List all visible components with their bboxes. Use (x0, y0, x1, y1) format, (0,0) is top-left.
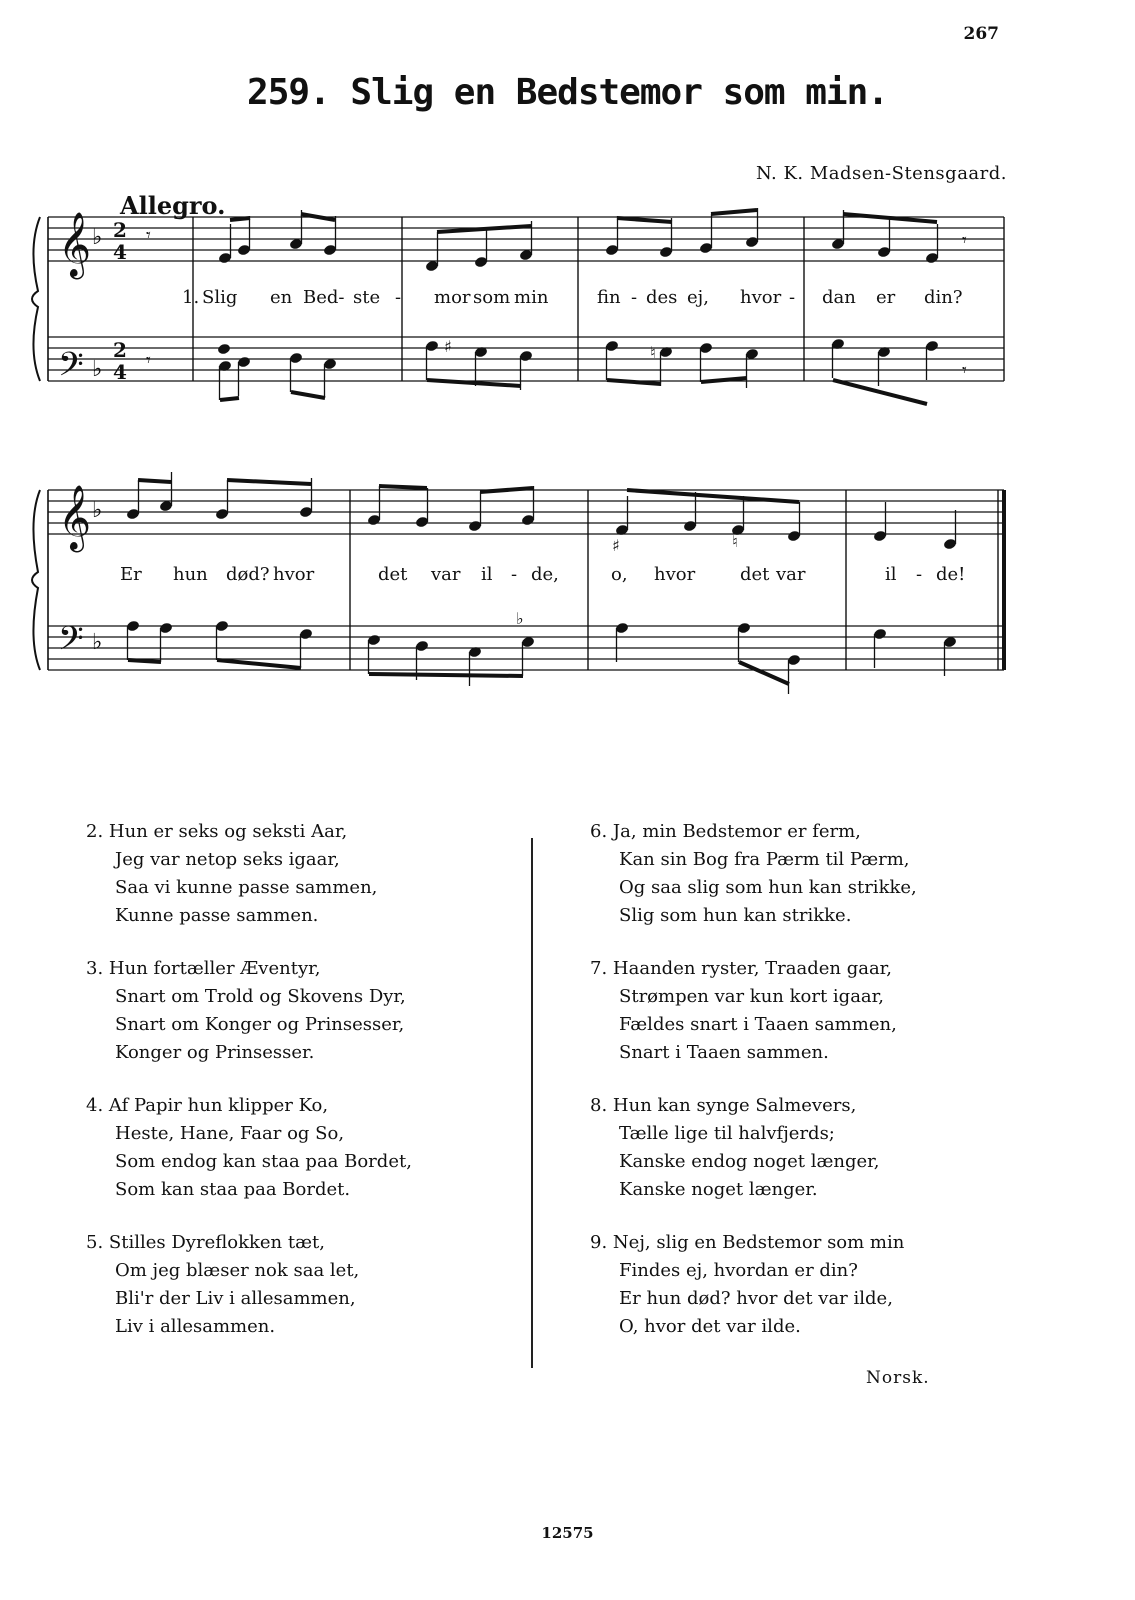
time-signature-bottom: 4 (113, 240, 127, 264)
note-beam (291, 392, 325, 398)
note-beam (138, 480, 171, 482)
verse-line: Snart i Taaen sammen. (619, 1042, 829, 1063)
verse-line: Bli'r der Liv i allesammen, (115, 1288, 356, 1309)
verse-stanza (590, 1092, 880, 1204)
natural-icon: ♮ (650, 343, 656, 362)
lyric-syllable: det (378, 564, 408, 585)
verse-number: 7. (590, 958, 608, 979)
lyric-syllable: er (876, 287, 896, 308)
verse-line (590, 818, 917, 846)
verse-line-text: Hun kan synge Salmevers, (612, 1095, 857, 1116)
verse-line: Findes ej, hvordan er din? (619, 1260, 858, 1281)
lyric-syllable: hun (173, 564, 208, 585)
flat-icon: ♭ (516, 609, 524, 628)
verse-line (590, 1229, 904, 1257)
lyric-syllable: o, (611, 564, 628, 585)
verse-stanza (590, 1229, 904, 1341)
lyric-syllable: 1. (182, 287, 200, 308)
lyric-syllable: il (481, 564, 493, 585)
verse-stanza (590, 955, 897, 1067)
lyric-syllable: en (270, 287, 293, 308)
note-beam (739, 662, 789, 684)
plate-number: 12575 (541, 1524, 594, 1542)
lyric-syllable: det (740, 564, 770, 585)
lyric-syllable: var (431, 564, 461, 585)
verse-line (590, 1092, 880, 1120)
bass-clef-icon: 𝄢 (58, 346, 84, 392)
lyric-syllable: des (646, 287, 678, 308)
verse-line (590, 955, 897, 983)
verse-line: Som endog kan staa paa Bordet, (115, 1151, 412, 1172)
system-brace (32, 217, 40, 381)
verse-line: Kan sin Bog fra Pærm til Pærm, (619, 849, 910, 870)
sharp-icon: ♯ (612, 536, 620, 555)
note-beam (230, 218, 250, 220)
note-beam (833, 380, 927, 404)
lyric-syllable: ej, (687, 287, 709, 308)
tempo-marking: Allegro. (120, 191, 226, 220)
music-score (0, 0, 1135, 720)
verse-line: Strømpen var kun kort igaar, (619, 986, 884, 1007)
note-beam (128, 660, 161, 662)
flat-icon: ♭ (92, 225, 103, 250)
verse-line: Snart om Trold og Skovens Dyr, (115, 986, 406, 1007)
lyric-syllable: var (776, 564, 806, 585)
time-signature-top: 2 (113, 338, 127, 362)
lyric-syllable: Slig (202, 287, 238, 308)
verse-stanza (590, 818, 917, 930)
verse-stanza (86, 1229, 359, 1341)
verse-line-text: Af Papir hun klipper Ko, (108, 1095, 329, 1116)
verse-line: Slig som hun kan strikke. (619, 905, 852, 926)
lyric-syllable: hvor (273, 564, 315, 585)
note-beam (437, 226, 531, 232)
verse-number: 9. (590, 1232, 608, 1253)
verse-number: 6. (590, 821, 608, 842)
verse-line: Jeg var netop seks igaar, (115, 849, 340, 870)
treble-clef-icon: 𝄞 (58, 485, 92, 550)
verse-line: Tælle lige til halvfjerds; (619, 1123, 835, 1144)
lyric-syllable: Bed- (303, 287, 345, 308)
verse-line: Konger og Prinsesser. (115, 1042, 315, 1063)
verse-line: Om jeg blæser nok saa let, (115, 1260, 360, 1281)
composer-credit: N. K. Madsen-Stensgaard. (755, 163, 1007, 184)
verse-line: Kanske noget længer. (619, 1179, 818, 1200)
verse-line: O, hvor det var ilde. (619, 1316, 801, 1337)
verse-number: 5. (86, 1232, 104, 1253)
flat-icon: ♭ (92, 498, 103, 523)
flat-icon: ♭ (92, 630, 103, 655)
flat-icon: ♭ (92, 357, 103, 382)
lyric-syllable: de! (936, 564, 966, 585)
verse-line-text: Haanden ryster, Traaden gaar, (612, 958, 893, 979)
verse-number: 8. (590, 1095, 608, 1116)
lyric-syllable: dan (822, 287, 856, 308)
verse-line: Som kan staa paa Bordet. (115, 1179, 351, 1200)
verse-line: Heste, Hane, Faar og So, (115, 1123, 345, 1144)
song-title: 259. Slig en Bedstemor som min. (247, 72, 888, 113)
verse-line (86, 1092, 412, 1120)
verse-line: Er hun død? hvor det var ilde, (619, 1288, 893, 1309)
lyric-syllable: hvor (654, 564, 696, 585)
lyric-syllable: de, (531, 564, 559, 585)
sharp-icon: ♯ (444, 337, 452, 356)
lyric-syllable: Er (120, 564, 142, 585)
lyric-syllable: - (511, 564, 518, 585)
verse-stanza (86, 1092, 412, 1204)
verse-number: 2. (86, 821, 104, 842)
bass-clef-icon: 𝄢 (58, 620, 84, 666)
verse-line-text: Ja, min Bedstemor er ferm, (612, 821, 861, 842)
note-beam (220, 398, 239, 400)
system-brace (32, 490, 40, 670)
verse-line-text: Hun er seks og seksti Aar, (108, 821, 348, 842)
verse-line-text: Nej, slig en Bedstemor som min (612, 1232, 905, 1253)
verse-line: Snart om Konger og Prinsesser, (115, 1014, 405, 1035)
verse-line (86, 955, 406, 983)
page-number: 267 (963, 24, 999, 44)
verse-line: Saa vi kunne passe sammen, (115, 877, 378, 898)
verse-line: Liv i allesammen. (115, 1316, 276, 1337)
verse-line: Kunne passe sammen. (115, 905, 319, 926)
lyric-syllable: mor (434, 287, 471, 308)
verse-number: 4. (86, 1095, 104, 1116)
verse-line-text: Stilles Dyreflokken tæt, (108, 1232, 325, 1253)
verse-column-divider (531, 838, 533, 1368)
time-signature-top: 2 (113, 218, 127, 242)
note-head (217, 343, 231, 356)
note-beam (617, 218, 672, 222)
treble-clef-icon: 𝄞 (58, 212, 92, 277)
lyric-syllable: - (395, 287, 402, 308)
lyric-syllable: død? (226, 564, 270, 585)
natural-icon: ♮ (732, 532, 738, 551)
lyric-syllable: - (916, 564, 923, 585)
lyric-syllable: som (473, 287, 511, 308)
lyric-syllable: hvor (740, 287, 782, 308)
verse-line-text: Hun fortæller Æventyr, (108, 958, 321, 979)
note-beam (480, 488, 533, 492)
verse-line (86, 818, 377, 846)
verse-stanza (86, 955, 406, 1067)
note-beam (379, 486, 427, 488)
note-beam (217, 660, 301, 668)
verse-line: Kanske endog noget længer, (619, 1151, 880, 1172)
lyric-syllable: ste (353, 287, 381, 308)
note-beam (227, 480, 311, 484)
verse-stanza (86, 818, 377, 930)
verse-line (86, 1229, 359, 1257)
time-signature-bottom: 4 (113, 360, 127, 384)
lyric-syllable: - (789, 287, 796, 308)
eighth-rest-icon: 𝄾 (146, 225, 151, 246)
eighth-rest-icon: 𝄾 (962, 360, 967, 381)
note-beam (369, 674, 523, 676)
note-beam (711, 210, 757, 214)
lyric-syllable: din? (924, 287, 963, 308)
lyric-syllable: min (514, 287, 549, 308)
verse-line: Og saa slig som hun kan strikke, (619, 877, 917, 898)
verse-line: Fældes snart i Taaen sammen, (619, 1014, 897, 1035)
origin-note: Norsk. (866, 1368, 930, 1388)
lyric-syllable: il (885, 564, 897, 585)
lyric-syllable: - (631, 287, 638, 308)
verse-number: 3. (86, 958, 104, 979)
eighth-rest-icon: 𝄾 (962, 230, 967, 251)
eighth-rest-icon: 𝄾 (146, 350, 151, 371)
note-beam (627, 490, 799, 502)
lyric-syllable: fin (597, 287, 621, 308)
